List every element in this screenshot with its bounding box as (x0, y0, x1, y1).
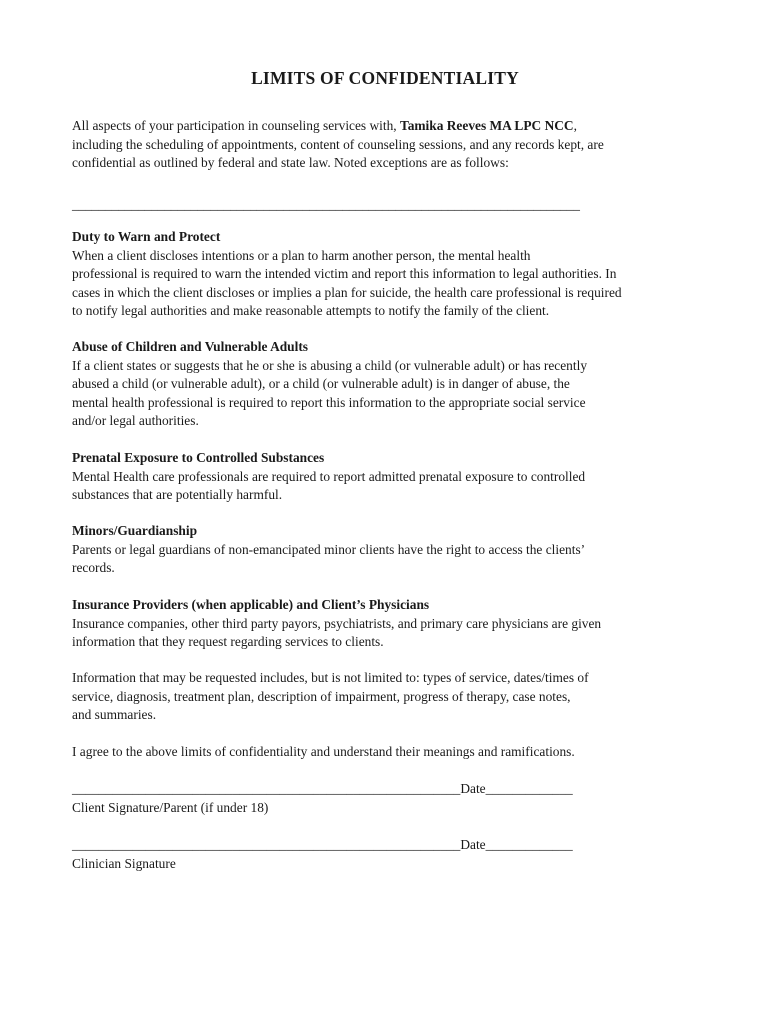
intro-line-1-end: , (573, 118, 577, 133)
section-line: records. (72, 560, 115, 576)
section-heading: Prenatal Exposure to Controlled Substances (72, 450, 325, 465)
section-line: mental health professional is required to report this information to the appropriate social service (72, 394, 586, 410)
section-abuse (72, 338, 702, 431)
info-line: service, diagnosis, treatment plan, description of impairment, progress of therapy, case notes, (72, 688, 571, 704)
clinician-signature-line[interactable]: __________________________________________________________Date_____________ (72, 837, 573, 852)
section-line: professional is required to warn the intended victim and report this information to legal authorities. In (72, 266, 617, 282)
agreement-text: I agree to the above limits of confidentiality and understand their meanings and ramifications. (72, 744, 575, 759)
section-line: Parents or legal guardians of non-emancipated minor clients have the right to access the clients’ (72, 541, 586, 557)
client-signature-line[interactable]: __________________________________________________________Date_____________ (72, 781, 573, 796)
section-prenatal-exposure (72, 449, 702, 505)
section-heading: Minors/Guardianship (72, 523, 198, 538)
intro-line-1-text: All aspects of your participation in counseling services with, (72, 118, 400, 133)
section-line: information that they request regarding services to clients. (72, 634, 384, 650)
intro-line-2: including the scheduling of appointments, content of counseling sessions, and any records kept, are (72, 136, 604, 152)
section-line: abused a child (or vulnerable adult), or a child (or vulnerable adult) is in danger of abuse, the (72, 376, 570, 392)
section-heading: Abuse of Children and Vulnerable Adults (72, 339, 309, 354)
agreement-statement (72, 743, 702, 762)
section-line: Insurance companies, other third party payors, psychiatrists, and primary care physicians are given (72, 615, 602, 631)
section-heading: Insurance Providers (when applicable) and Client’s Physicians (72, 597, 430, 612)
section-minors (72, 522, 702, 578)
info-paragraph (72, 669, 702, 725)
section-line: and/or legal authorities. (72, 413, 199, 429)
clinician-signature-label: Clinician Signature (72, 856, 176, 871)
section-duty-to-warn (72, 228, 702, 321)
section-line: If a client states or suggests that he or she is abusing a child (or vulnerable adult) or has recently (72, 357, 588, 373)
intro-line-1 (72, 117, 702, 136)
client-signature-label: Client Signature/Parent (if under 18) (72, 800, 269, 815)
info-line: Information that may be requested includes, but is not limited to: types of service, dates/times of (72, 670, 589, 685)
divider-line: _____________________________________________________________________________ (72, 197, 580, 212)
section-heading: Duty to Warn and Protect (72, 229, 221, 244)
clinician-name: Tamika Reeves MA LPC NCC (400, 118, 574, 133)
section-line: When a client discloses intentions or a plan to harm another person, the mental health (72, 247, 531, 263)
intro-paragraph (72, 117, 702, 173)
section-line: substances that are potentially harmful. (72, 487, 283, 503)
section-line: cases in which the client discloses or implies a plan for suicide, the health care professional is required (72, 284, 622, 300)
document-title: LIMITS OF CONFIDENTIALITY (251, 68, 519, 88)
section-line: Mental Health care professionals are required to report admitted prenatal exposure to controlled (72, 468, 586, 484)
section-line: to notify legal authorities and make reasonable attempts to notify the family of the client. (72, 303, 550, 319)
section-insurance (72, 596, 702, 652)
info-line: and summaries. (72, 707, 157, 723)
intro-line-3: confidential as outlined by federal and state law. Noted exceptions are as follows: (72, 155, 509, 171)
